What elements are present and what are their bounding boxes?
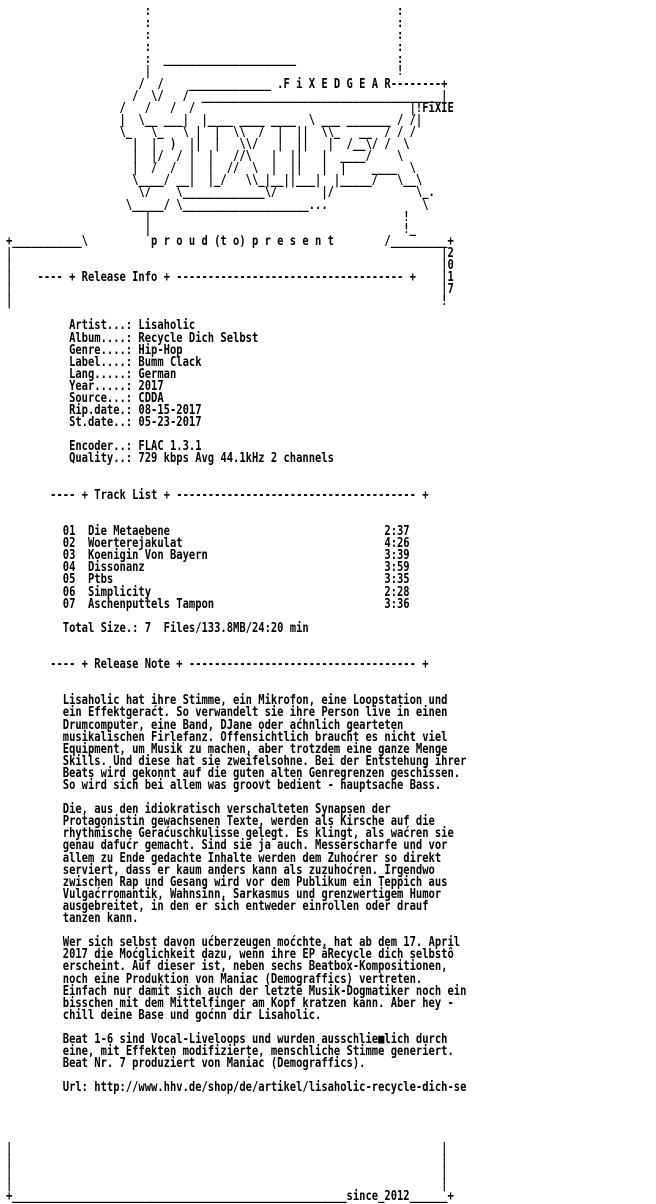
nfo-line: Quality..: 729 kbps Avg 44.1kHz 2 channels xyxy=(6,451,334,467)
nfo-line: Beat 1-6 sind Vocal-Liveloops und wurden ausschlie■lich durch xyxy=(6,1031,448,1047)
nfo-line: 04 Dissonanz 3:59 xyxy=(6,560,410,576)
nfo-line: allem zu Ende gedachte Inhalte werden dem Zuhoćrer so direkt xyxy=(6,850,442,866)
nfo-line: | ---- + Release Info + ------------------------------------ + |1 xyxy=(6,270,454,286)
nfo-line: | |0 xyxy=(6,257,454,273)
nfo-line: | !_ xyxy=(6,221,416,237)
nfo-line: Drumcomputer, eine Band, DJane oder aćhnlich gearteten xyxy=(6,717,404,733)
nfo-line: | \__ ___| |____ ____ ____ \ ___ _______ / /| xyxy=(6,112,423,128)
nfo-line: \_____/ \____________________... \ xyxy=(6,197,429,213)
nfo-line: Lang.....: German xyxy=(6,366,177,382)
nfo-line: | | ) || | \\/ | || | /__\/ / \ xyxy=(6,137,410,153)
nfo-line: Lisaholic hat ihre Stimme, ein Mikrofon, eine Loopstation und xyxy=(6,693,448,709)
nfo-line: Wer sich selbst davon ućberzeugen moćchte, hat ab dem 17. April xyxy=(6,935,461,951)
nfo-line: chill deine Base und goćnn dir Lisaholic. xyxy=(6,1007,322,1023)
nfo-line: | ! xyxy=(6,64,404,80)
nfo-line: rhythmische Geraćuschkulisse gelegt. Es klingt, als waćren sie xyxy=(6,826,454,842)
nfo-line: zwischen Rap und Gesang wird vor dem Publikum ein Teppich aus xyxy=(6,874,448,890)
nfo-line: Einfach nur damit sich auch der letzte Musik-Dogmatiker noch ein xyxy=(6,983,467,999)
nfo-line: musikalischen Firlefanz. Offensichtlich braucht es nicht viel xyxy=(6,729,448,745)
nfo-line: / / _____________ .F i X E D G E A R--------+ xyxy=(6,76,448,92)
nfo-line: : : xyxy=(6,16,404,32)
nfo-line: \_ \_ \ | | \\ / | || \\_ __ / / / xyxy=(6,124,416,140)
nfo-line: +___________\ p r o u d (t o) p r e s e n t /_________+ xyxy=(6,233,454,249)
nfo-line: So wird sich bei allem was groovt bedient - hauptsache Bass. xyxy=(6,778,442,793)
nfo-line: Die, aus den idiokratisch verschalteten Synapsen der xyxy=(6,802,391,818)
nfo-line: : : xyxy=(6,4,404,19)
nfo-line: 2017 die Moćglichkeit dazu, wenn ihre EP ăRecycle dich selbstô xyxy=(6,947,454,963)
nfo-line: | | xyxy=(6,1152,448,1168)
nfo-line: Label....: Bumm Clack xyxy=(6,354,202,370)
nfo-line: Rip.date.: 08-15-2017 xyxy=(6,403,202,419)
nfo-line: erscheint. Auf dieser ist, neben sechs Beatbox-Kompositionen, xyxy=(6,959,448,975)
nfo-line: Equipment, um Musik zu machen, aber trotzdem eine ganze Menge xyxy=(6,741,448,757)
nfo-line: | |2 xyxy=(6,245,454,261)
nfo-line: Encoder..: FLAC 1.3.1 xyxy=(6,439,202,455)
nfo-line: / \/ / ______________________________________| xyxy=(6,88,448,104)
nfo-line: | | xyxy=(6,1140,448,1156)
nfo-line: ---- + Release Note + ------------------------------------ + xyxy=(6,657,429,673)
nfo-line: serviert, dass er kaum anders kann als zuzuhoćren. Irgendwo xyxy=(6,862,435,878)
nfo-line: Protagonistin gewachsenen Texte, werden als Kirsche auf die xyxy=(6,814,435,830)
nfo-line: | | xyxy=(6,1165,448,1180)
nfo-line: Vulgaćrromantik, Wahnsinn, Sarkasmus und grenzwertigem Humor xyxy=(6,886,442,902)
nfo-line: Skills. Und diese hat sie zweifelsohne. Bei der Entstehung ihrer xyxy=(6,753,467,769)
nfo-line: bisschen mit dem Mittelfinger am Kopf kratzen kann. Aber hey - xyxy=(6,995,454,1011)
nfo-line: 03 Koenigin Von Bayern 3:39 xyxy=(6,548,410,564)
nfo-line: St.date..: 05-23-2017 xyxy=(6,415,202,431)
nfo-line: \/ \_____________\/ |/ \_. xyxy=(6,185,435,201)
nfo-line: / / / / |!FiXIE xyxy=(6,100,454,116)
nfo-line: Beats wird gekonnt auf die guten alten Genregrenzen geschissen. xyxy=(6,765,461,781)
nfo-line: | |/ / | | //\ | || | ____/ \ xyxy=(6,149,404,165)
nfo-line: | ! xyxy=(6,294,448,310)
nfo-line: | |7 xyxy=(6,282,454,298)
nfo-line: 07 Aschenputtels Tampon 3:36 xyxy=(6,596,410,612)
nfo-line: Url: http://www.hhv.de/shop/de/artikel/lisaholic-recycle-dich-se xyxy=(6,1080,467,1096)
nfo-line: ---- + Track List + -------------------------------------- + xyxy=(6,487,429,503)
nfo-line: : _____________________ : xyxy=(6,52,404,68)
nfo-line: | / / | | // \ | || | | ____ \ xyxy=(6,161,416,177)
nfo-line: 05 Ptbs 3:35 xyxy=(6,572,410,588)
nfo-line: ausgebreitet, in den er sich entweder einrollen oder drauf xyxy=(6,898,429,914)
nfo-line: Album....: Recycle Dich Selbst xyxy=(6,330,259,346)
nfo-line: genau dafućr gemacht. Sind sie ja auch. Messerscharfe und vor xyxy=(6,838,448,854)
nfo-line: +_____________________________________________________since_2012______+ xyxy=(6,1189,454,1204)
nfo-line: : : xyxy=(6,40,404,56)
nfo-line: Artist...: Lisaholic xyxy=(6,318,196,334)
nfo-line: | ! xyxy=(6,209,410,225)
nfo-line: \____/ __| |_/ \\_|__||___| |_____/ \__\ xyxy=(6,173,423,189)
nfo-line: Beat Nr. 7 produziert von Maniac (Demograffics). xyxy=(6,1056,366,1072)
nfo-line: : : xyxy=(6,28,404,44)
nfo-line: tanzen kann. xyxy=(6,911,139,927)
nfo-line: Source...: CDDA xyxy=(6,391,164,406)
nfo-line: Total Size.: 7 Files/133.8MB/24:20 min xyxy=(6,620,309,636)
nfo-text xyxy=(6,6,466,1203)
nfo-line: 01 Die Metaebene 2:37 xyxy=(6,524,410,540)
nfo-line: noch eine Produktion von Maniac (Demograffics) vertreten. xyxy=(6,971,423,987)
nfo-line: Genre....: Hip-Hop xyxy=(6,342,183,358)
nfo-line: | | xyxy=(6,1177,448,1193)
nfo-line: eine, mit Effekten modifizierte, menschliche Stimme generiert. xyxy=(6,1044,454,1060)
nfo-line: ein Effektgeraćt. So verwandelt sie ihre Person live in einen xyxy=(6,705,448,721)
nfo-line: Year.....: 2017 xyxy=(6,378,164,394)
nfo-line: 02 Woerterejakulat 4:26 xyxy=(6,536,410,552)
nfo-line: 06 Simplicity 2:28 xyxy=(6,584,410,600)
